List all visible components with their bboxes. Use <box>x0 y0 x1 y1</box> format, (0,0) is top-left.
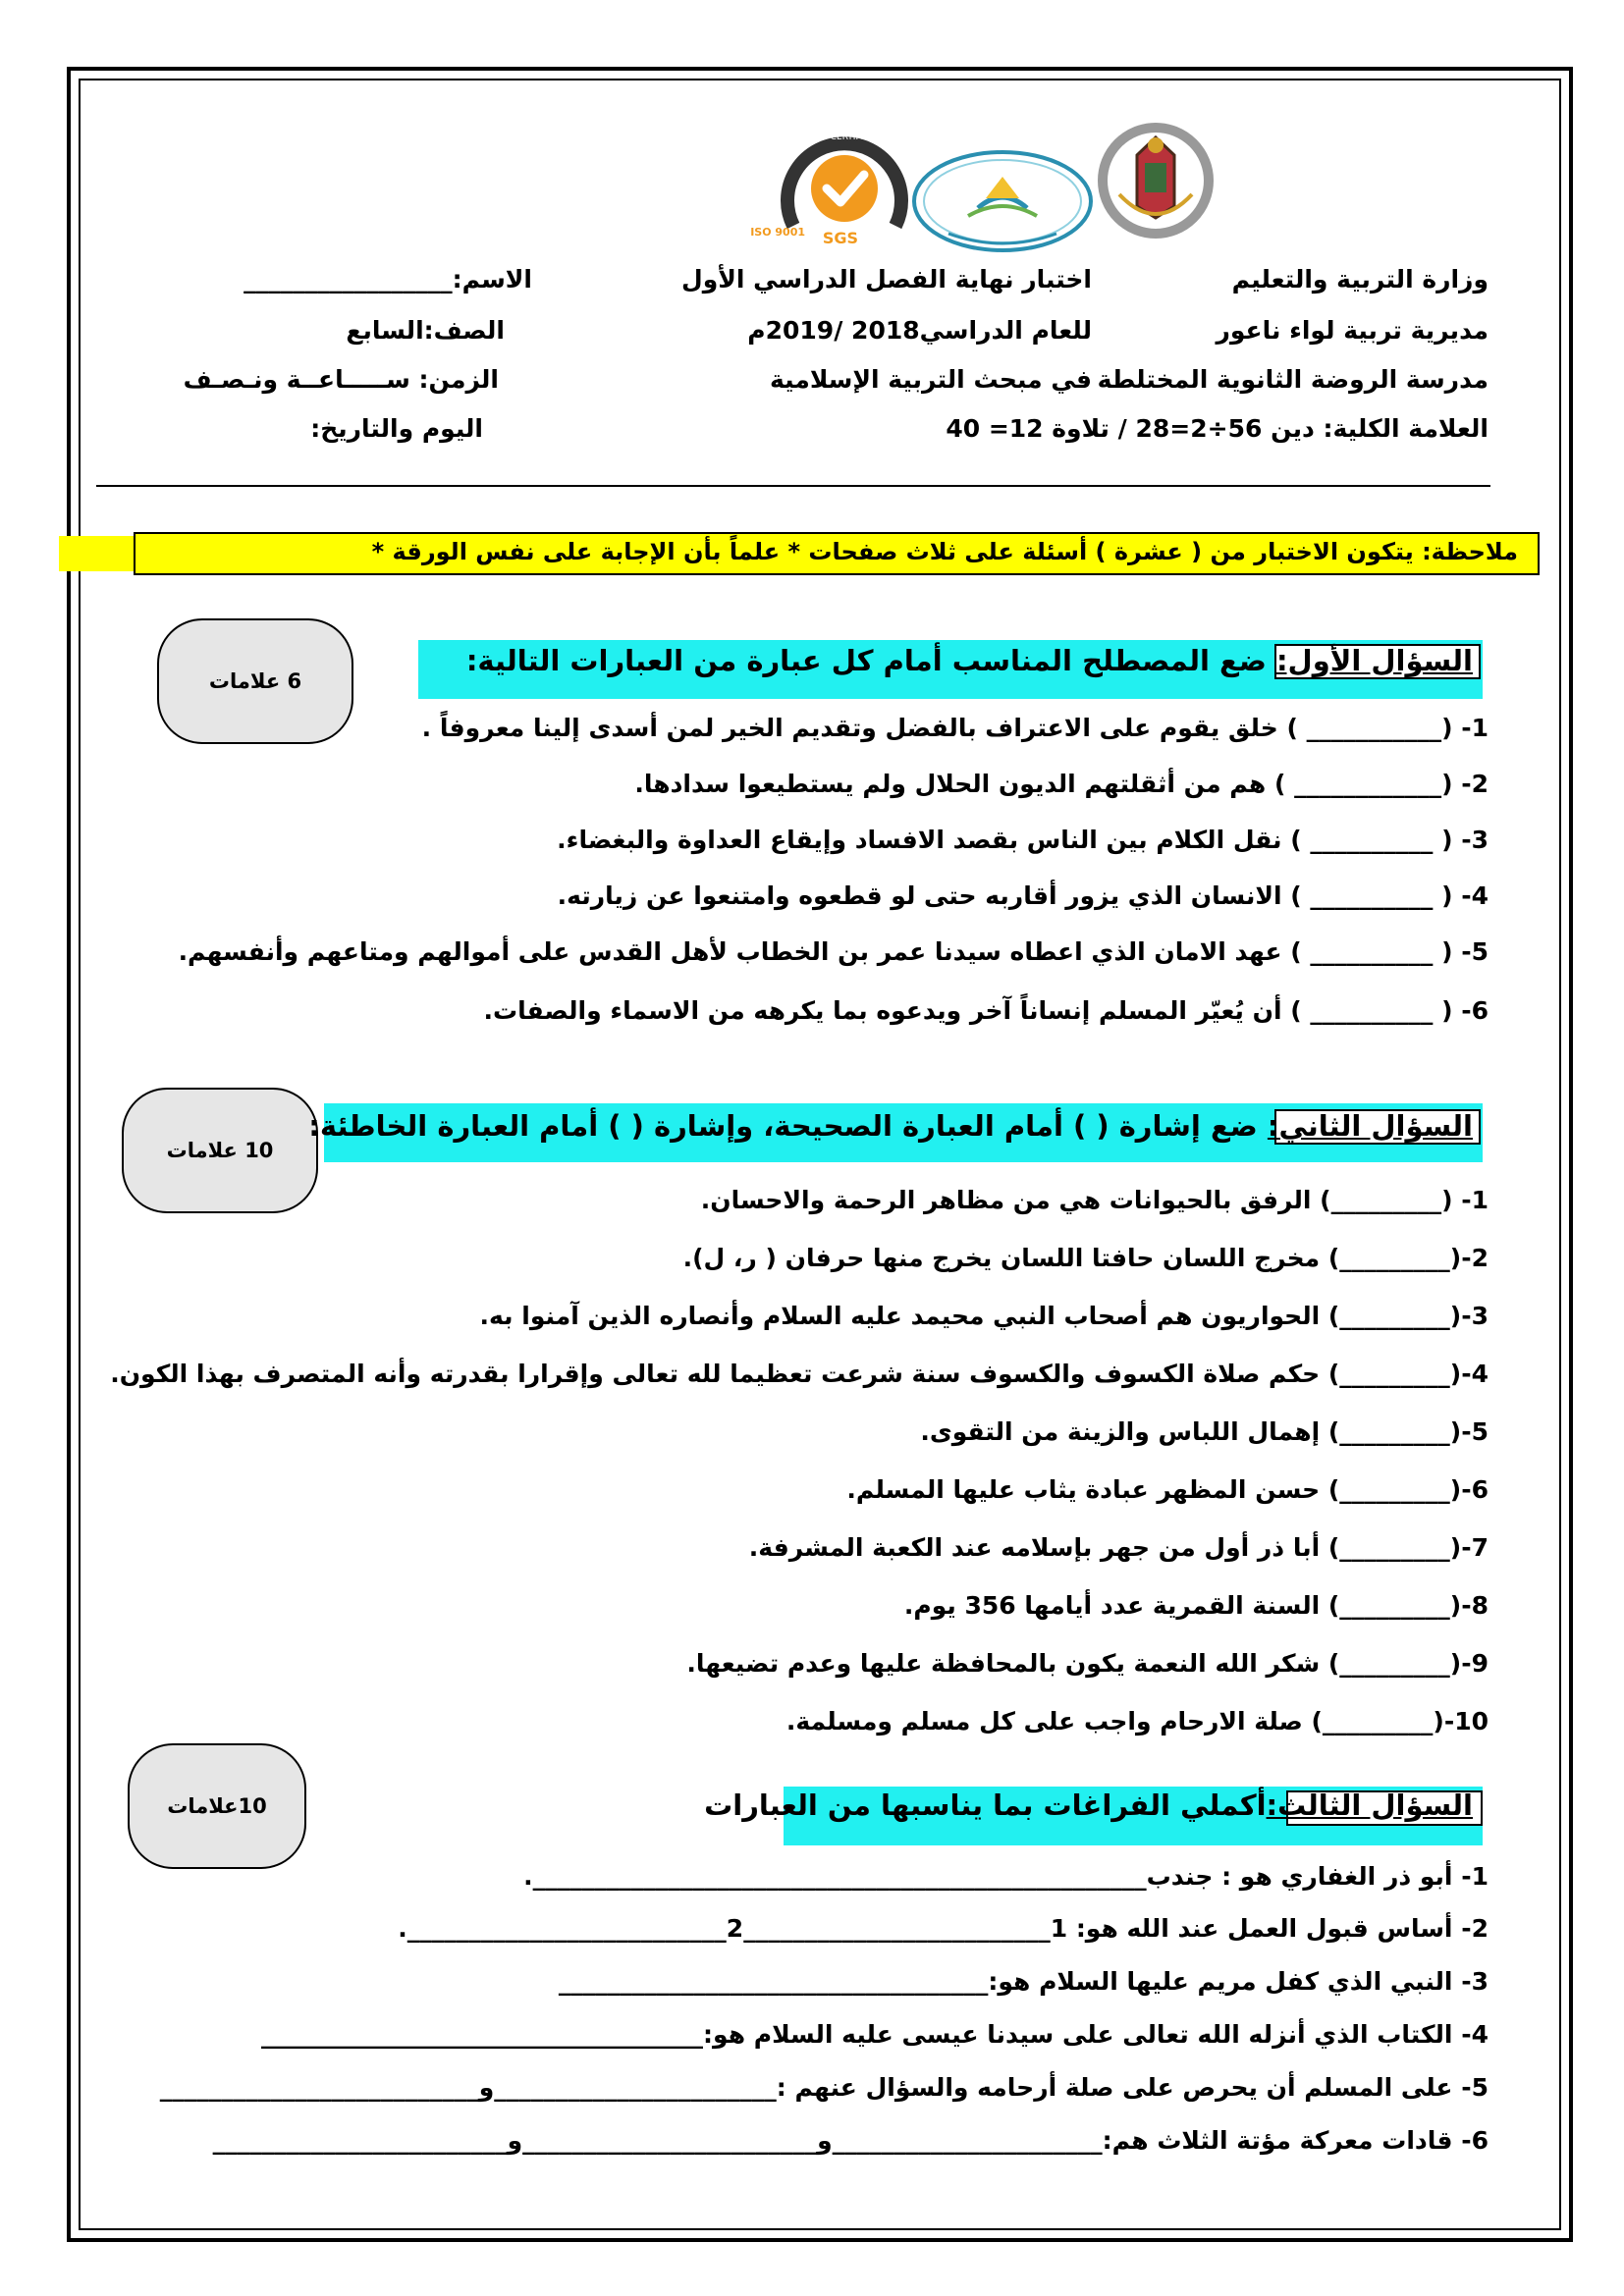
header-duration: الزمن: ســـــاعــة ونـصـف <box>183 365 499 394</box>
q3-marks-text: 10علامات <box>167 1794 267 1818</box>
q2-title <box>308 1109 1473 1143</box>
q2-item-3[interactable]: 3-(_________) الحواريون هم أصحاب النبي محيمد عليه السلام وأنصاره الذين آمنوا به. <box>479 1302 1489 1330</box>
q2-item-10[interactable]: 10-(_________) صلة الارحام واجب على كل مسلم ومسلمة. <box>785 1707 1489 1735</box>
header-directorate: مديرية تربية لواء ناعور <box>1216 316 1489 345</box>
q1-item-1[interactable]: 1- (___________ ) خلق يقوم على الاعتراف بالفضل وتقديم الخير لمن أسدى إلينا معروفاً . <box>421 714 1489 742</box>
header-total-marks: العلامة الكلية: دين 56÷2=28 / تلاوة 12= 40 <box>946 414 1489 443</box>
iso-text: ISO 9001 <box>750 226 805 239</box>
q1-item-4[interactable]: 4- ( __________ ) الانسان الذي يزور أقاربه حتى لو قطعوه وامتنعوا عن زيارته. <box>557 881 1489 910</box>
header-academic-year: للعام الدراسي2018 /2019م <box>747 316 1092 345</box>
q3-item-3[interactable]: 3- النبي الذي كفل مريم عليها السلام هو:___________________________________ <box>558 1967 1489 1996</box>
header-name-field[interactable]: الاسم:_________________ <box>244 265 532 294</box>
ministry-crest-logo <box>1098 116 1214 245</box>
q1-marks-text: 6 علامات <box>208 669 302 693</box>
q3-item-4[interactable]: 4- الكتاب الذي أنزله الله تعالى على سيدنا عيسى عليه السلام هو:____________________________________ <box>261 2020 1489 2049</box>
q2-marks-badge <box>122 1088 318 1213</box>
note-highlight-strip <box>59 536 137 571</box>
q2-marks-text: 10 علامات <box>166 1139 274 1162</box>
header-school: مدرسة الروضة الثانوية المختلطة <box>1097 365 1489 394</box>
school-logo <box>909 147 1096 255</box>
header-date-field[interactable]: اليوم والتاريخ: <box>310 414 483 443</box>
q2-item-2[interactable]: 2-(_________) مخرج اللسان حافتا اللسان يخرج منها حرفان ( ر، ل). <box>682 1244 1489 1272</box>
q1-item-2[interactable]: 2- (____________ ) هم من أثقلتهم الديون الحلال ولم يستطيعوا سدادها. <box>634 770 1489 798</box>
q3-label: السؤال الثالث: <box>1266 1789 1473 1822</box>
q2-item-9[interactable]: 9-(_________) شكر الله النعمة يكون بالمحافظة عليها وعدم تضيعها. <box>686 1649 1489 1678</box>
note-box <box>134 532 1540 575</box>
q2-item-1[interactable]: 1- (_________) الرفق بالحيوانات هي من مظاهر الرحمة والاحسان. <box>700 1186 1489 1214</box>
q3-marks-badge <box>128 1743 306 1869</box>
header-exam-title: اختبار نهاية الفصل الدراسي الأول <box>681 265 1092 294</box>
q3-instruction: أكملي الفراغات بما يناسبها من العبارات <box>704 1789 1267 1822</box>
q2-item-4[interactable]: 4-(_________) حكم صلاة الكسوف والكسوف سنة شرعت تعظيما لله تعالى وإقرارا بقدرته وأنه المتصرف بهذا الكون. <box>110 1360 1489 1388</box>
header-class: الصف:السابع <box>346 316 505 345</box>
q1-instruction: ضع المصطلح المناسب أمام كل عبارة من العبارات التالية: <box>465 644 1276 677</box>
header-subject: في مبحث التربية الإسلامية <box>769 365 1092 394</box>
q2-label: السؤال الثاني: <box>1267 1109 1473 1143</box>
q1-title <box>466 644 1473 677</box>
sgs-text: SGS <box>822 229 858 247</box>
iso-certification-logo <box>750 120 913 247</box>
q1-item-6[interactable]: 6- ( __________ ) أن يُعيّر المسلم إنساناً آخر ويدعوه بما يكرهه من الاسماء والصفات. <box>483 996 1489 1025</box>
q2-item-6[interactable]: 6-(_________) حسن المظهر عبادة يثاب عليها المسلم. <box>846 1475 1489 1504</box>
q1-label: السؤال الأول: <box>1275 644 1473 677</box>
q2-item-8[interactable]: 8-(_________) السنة القمرية عدد أيامها 356 يوم. <box>903 1591 1489 1620</box>
header-divider <box>96 485 1490 487</box>
q1-marks-badge <box>157 618 353 744</box>
q1-item-3[interactable]: 3- ( __________ ) نقل الكلام بين الناس بقصد الافساد وإيقاع العداوة والبغضاء. <box>557 826 1489 854</box>
q3-item-2[interactable]: 2- أساس قبول العمل عند الله هو: 1_________________________2__________________________. <box>398 1914 1489 1943</box>
q2-instruction: ضع إشارة ( ) أمام العبارة الصحيحة، وإشارة ( ) أمام العبارة الخاطئة: <box>308 1109 1268 1143</box>
q1-item-5[interactable]: 5- ( __________ ) عهد الامان الذي اعطاه سيدنا عمر بن الخطاب لأهل القدس على أموالهم ومتاعهم وأنفسهم. <box>178 937 1489 966</box>
q2-item-7[interactable]: 7-(_________) أبا ذر أول من جهر بإسلامه عند الكعبة المشرفة. <box>748 1533 1489 1562</box>
q2-item-5[interactable]: 5-(_________) إهمال اللباس والزينة من التقوى. <box>920 1417 1489 1446</box>
q3-item-6[interactable]: 6- قادات معركة مؤتة الثلاث هم:______________________و________________________و________________________ <box>212 2126 1489 2155</box>
note-text: ملاحظة: يتكون الاختبار من ( عشرة ) أسئلة على ثلاث صفحات * علماً بأن الإجابة على نفس الورقة * <box>371 538 1518 565</box>
q3-item-1[interactable]: 1- أبو ذر الغفاري هو : جندب__________________________________________________. <box>523 1862 1489 1891</box>
q3-item-5[interactable]: 5- على المسلم أن يحرص على صلة أرحامه والسؤال عنهم :_______________________و__________________________ <box>159 2073 1489 2102</box>
cert-text: SYSTEM CERTIFICATION <box>792 133 896 142</box>
header-ministry: وزارة التربية والتعليم <box>1231 265 1489 294</box>
q3-title <box>704 1789 1473 1822</box>
